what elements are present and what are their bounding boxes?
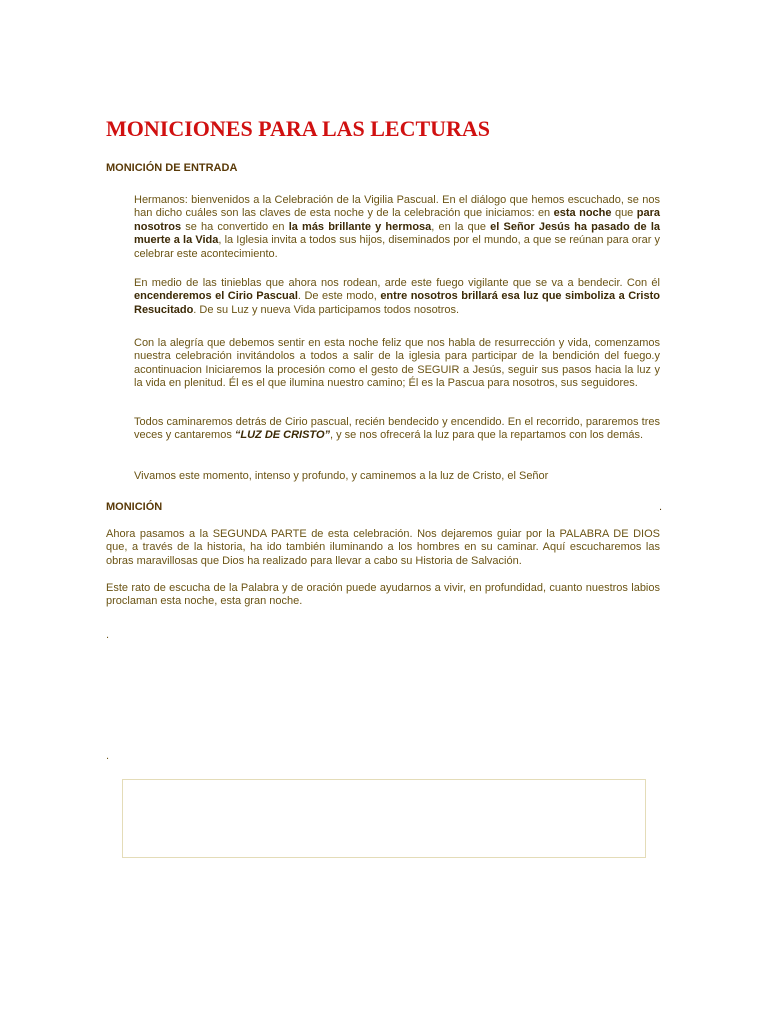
stray-dot: . (106, 629, 110, 641)
bold-phrase: la más brillante y hermosa (288, 220, 432, 233)
paragraph-segunda-parte: Ahora pasamos a la SEGUNDA PARTE de esta celebración. Nos dejaremos guiar por la PALABRA DE DIOS que, a través de la historia, ha ido también iluminando a los hombres en su caminar. Aquí escucharemos las obras maravillosas que Dios ha realizado para llevar a cabo su Historia de Salvación. (106, 528, 660, 567)
bold-phrase: el Señor Jesús ha pasado de la muerte a la Vida (134, 220, 661, 247)
paragraph-escucha: Este rato de escucha de la Palabra y de oración puede ayudarnos a vivir, en profundidad, cuanto nuestros labios proclaman esta noche, esta gran noche. (106, 582, 660, 608)
section-heading-entrada: MONICIÓN DE ENTRADA (106, 162, 238, 174)
bold-phrase: entre nosotros brillará esa luz que simboliza a Cristo Resucitado (134, 290, 660, 316)
section-heading-monicion-trail: . (658, 501, 662, 513)
bold-phrase: encenderemos el Cirio Pascual (134, 290, 298, 303)
paragraph-caminaremos: Todos caminaremos detrás de Cirio pascual, recién bendecido y encendido. En el recorrido, pararemos tres veces y cantaremos “LUZ DE CRISTO”, y se nos ofrecerá la luz para que la repartamos con los demás. (134, 416, 660, 442)
paragraph-bienvenida: Hermanos: bienvenidos a la Celebración de la Vigilia Pascual. En el diálogo que hemos escuchado, se nos han dicho cuáles son las claves de esta noche y de la celebración que iniciamos: en esta noche que para nosotros se ha convertido en la más brillante y hermosa, en la que el Señor Jesús ha pasado de la muerte a la Vida, la Iglesia invita a todos sus hijos, diseminados por el mundo, a que se reúnan para orar y celebrar este acontecimiento. (134, 194, 661, 260)
paragraph-tinieblas: En medio de las tinieblas que ahora nos rodean, arde este fuego vigilante que se va a bendecir. Con él encenderemos el Cirio Pascual. De este modo, entre nosotros brillará esa luz que simboliza a Cristo Resucitado. De su Luz y nueva Vida participamos todos nosotros. (134, 277, 660, 316)
page-title: MONICIONES PARA LAS LECTURAS (106, 116, 491, 141)
paragraph-alegria: Con la alegría que debemos sentir en esta noche feliz que nos habla de resurrección y vida, comenzamos nuestra celebración invitándolos a todos a salir de la iglesia para participar de la bendición del fuego.y acontinuacion Iniciaremos la procesión como el gesto de SEGUIR a Jesús, seguir sus pasos hacia la luz y la vida en plenitud. Él es el que ilumina nuestro camino; Él es la Pascua para nosotros, sus seguidores. (134, 337, 660, 390)
bold-phrase: para nosotros (134, 207, 660, 233)
section-heading-monicion-label: MONICIÓN (106, 501, 163, 513)
bold-phrase: esta noche (553, 207, 612, 220)
section-heading-monicion (106, 501, 662, 513)
paragraph-vivamos: Vivamos este momento, intenso y profundo, y caminemos a la luz de Cristo, el Señor (134, 470, 549, 482)
bold-phrase: “LUZ DE CRISTO” (234, 429, 331, 442)
stray-dot: . (106, 750, 110, 762)
empty-frame-box (122, 779, 646, 858)
